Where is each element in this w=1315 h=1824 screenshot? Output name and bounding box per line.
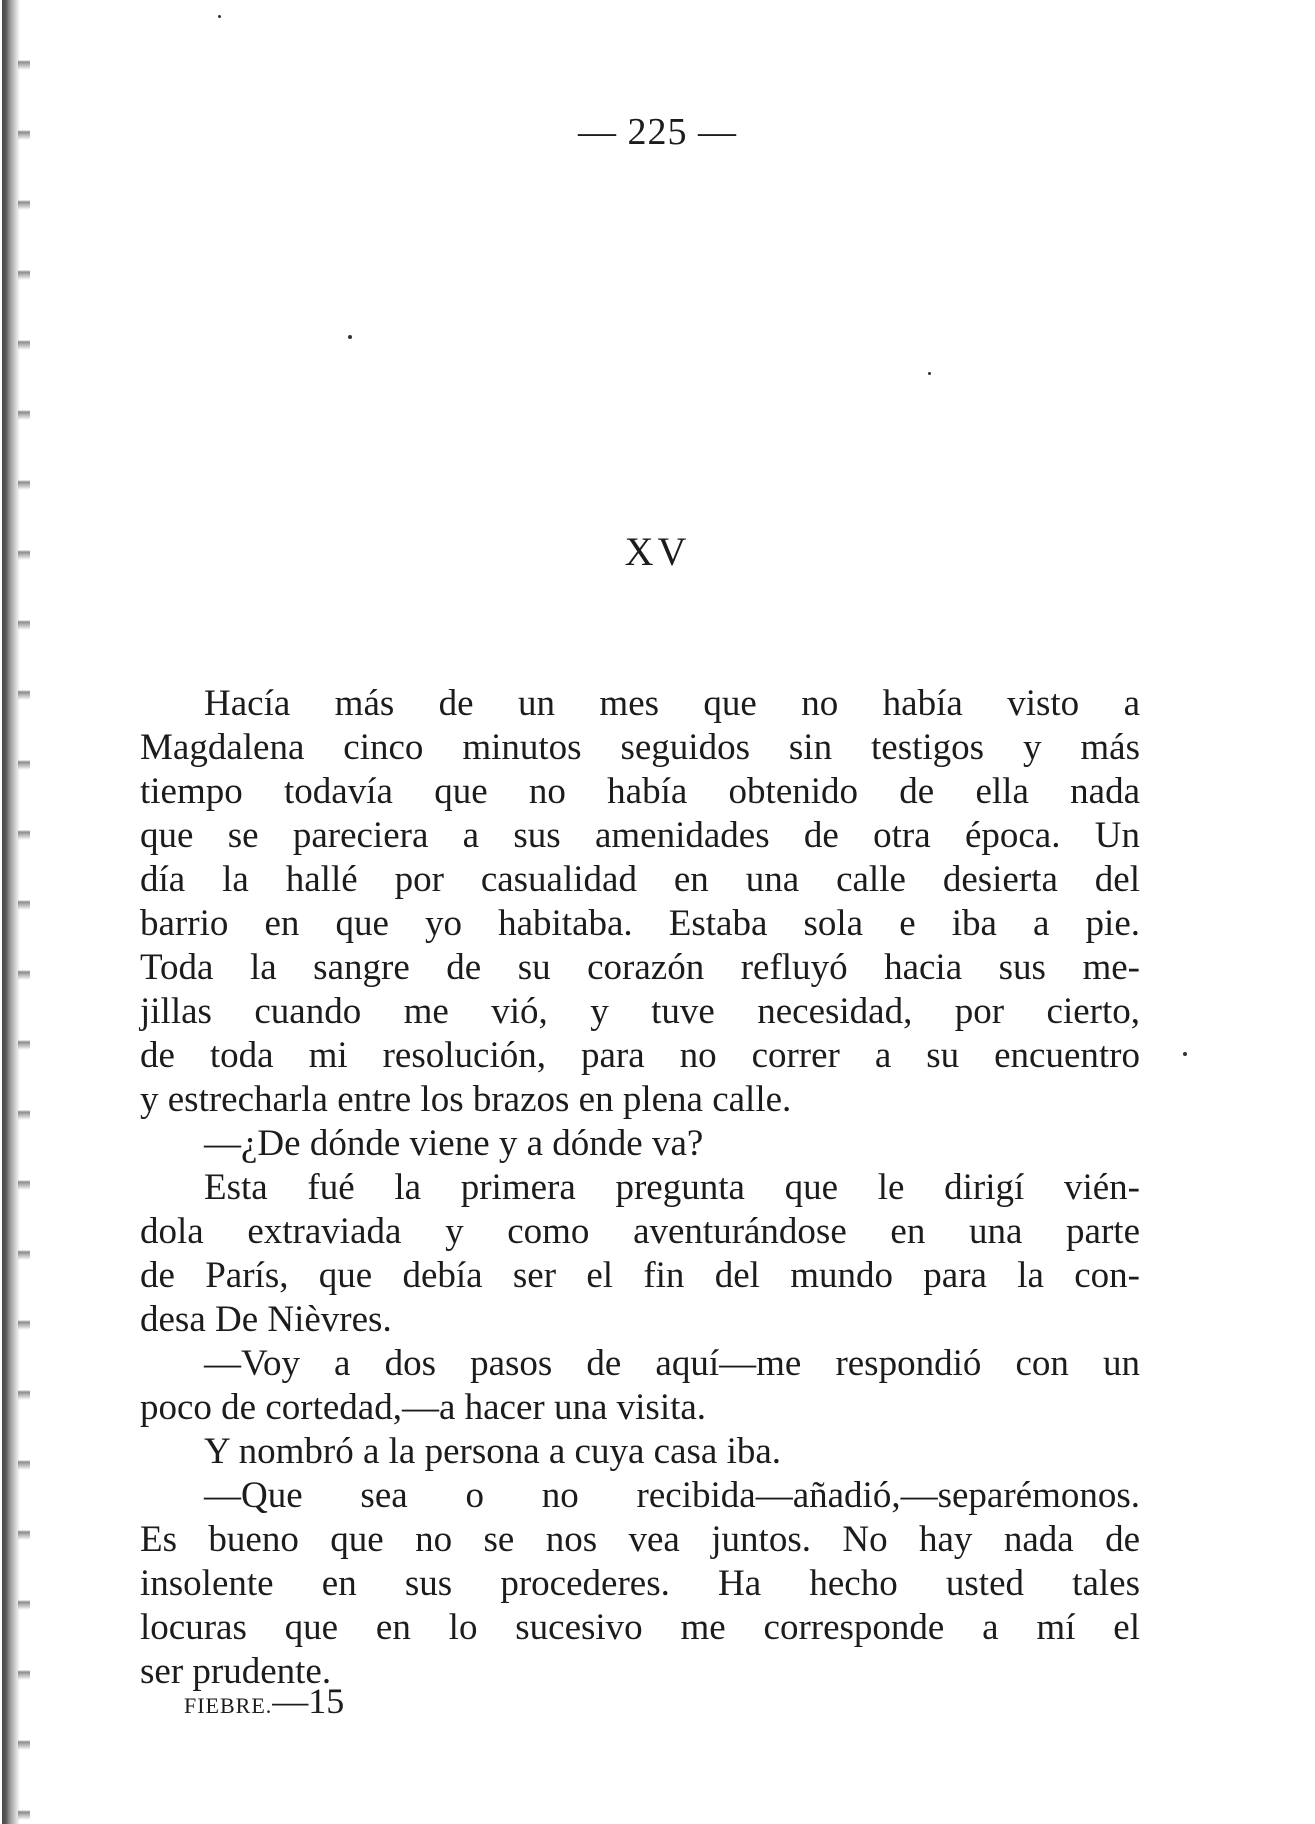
text-line: ser prudente. xyxy=(140,1651,332,1692)
text-line: barrio en que yo habitaba. Estaba sola e iba a pie. xyxy=(140,903,1140,944)
scan-binding-marks xyxy=(18,0,30,1824)
text-line: Toda la sangre de su corazón refluyó hacia sus me- xyxy=(140,947,1140,988)
scan-speck xyxy=(928,372,931,375)
text-line: poco de cortedad,—a hacer una visita. xyxy=(140,1387,707,1428)
signature-number: —15 xyxy=(272,1681,345,1721)
page-number: — 225 — xyxy=(578,111,737,153)
text-line: —¿De dónde viene y a dónde va? xyxy=(204,1123,704,1164)
printer-signature-mark xyxy=(184,1680,344,1722)
text-line: de toda mi resolución, para no correr a su encuentro xyxy=(140,1035,1140,1076)
text-line: insolente en sus procederes. Ha hecho usted tales xyxy=(140,1563,1140,1604)
scan-speck xyxy=(218,15,221,18)
text-line: Es bueno que no se nos vea juntos. No hay nada de xyxy=(140,1519,1140,1560)
text-line: tiempo todavía que no había obtenido de ella nada xyxy=(140,771,1140,812)
text-line: Magdalena cinco minutos seguidos sin testigos y más xyxy=(140,727,1140,768)
text-line: que se pareciera a sus amenidades de otra época. Un xyxy=(140,815,1140,856)
text-line: —Que sea o no recibida—añadió,—separémonos. xyxy=(204,1475,1140,1516)
text-line: de París, que debía ser el fin del mundo para la con- xyxy=(140,1255,1140,1296)
text-line: dola extraviada y como aventurándose en una parte xyxy=(140,1211,1140,1252)
text-line: Hacía más de un mes que no había visto a xyxy=(204,683,1140,724)
text-line: jillas cuando me vió, y tuve necesidad, por cierto, xyxy=(140,991,1140,1032)
body-text xyxy=(140,682,1140,1694)
signature-label: FIEBRE. xyxy=(184,1693,273,1718)
text-line: Esta fué la primera pregunta que le dirigí vién- xyxy=(204,1167,1140,1208)
scan-speck xyxy=(348,335,352,339)
text-line: desa De Nièvres. xyxy=(140,1299,392,1340)
text-line: y estrecharla entre los brazos en plena calle. xyxy=(140,1079,792,1120)
text-line: día la hallé por casualidad en una calle desierta del xyxy=(140,859,1140,900)
chapter-heading: XV xyxy=(624,529,691,574)
scan-speck xyxy=(1183,1052,1187,1056)
text-line: Y nombró a la persona a cuya casa iba. xyxy=(204,1431,782,1472)
text-line: locuras que en lo sucesivo me corresponde a mí el xyxy=(140,1607,1140,1648)
text-line: —Voy a dos pasos de aquí—me respondió con un xyxy=(204,1343,1140,1384)
